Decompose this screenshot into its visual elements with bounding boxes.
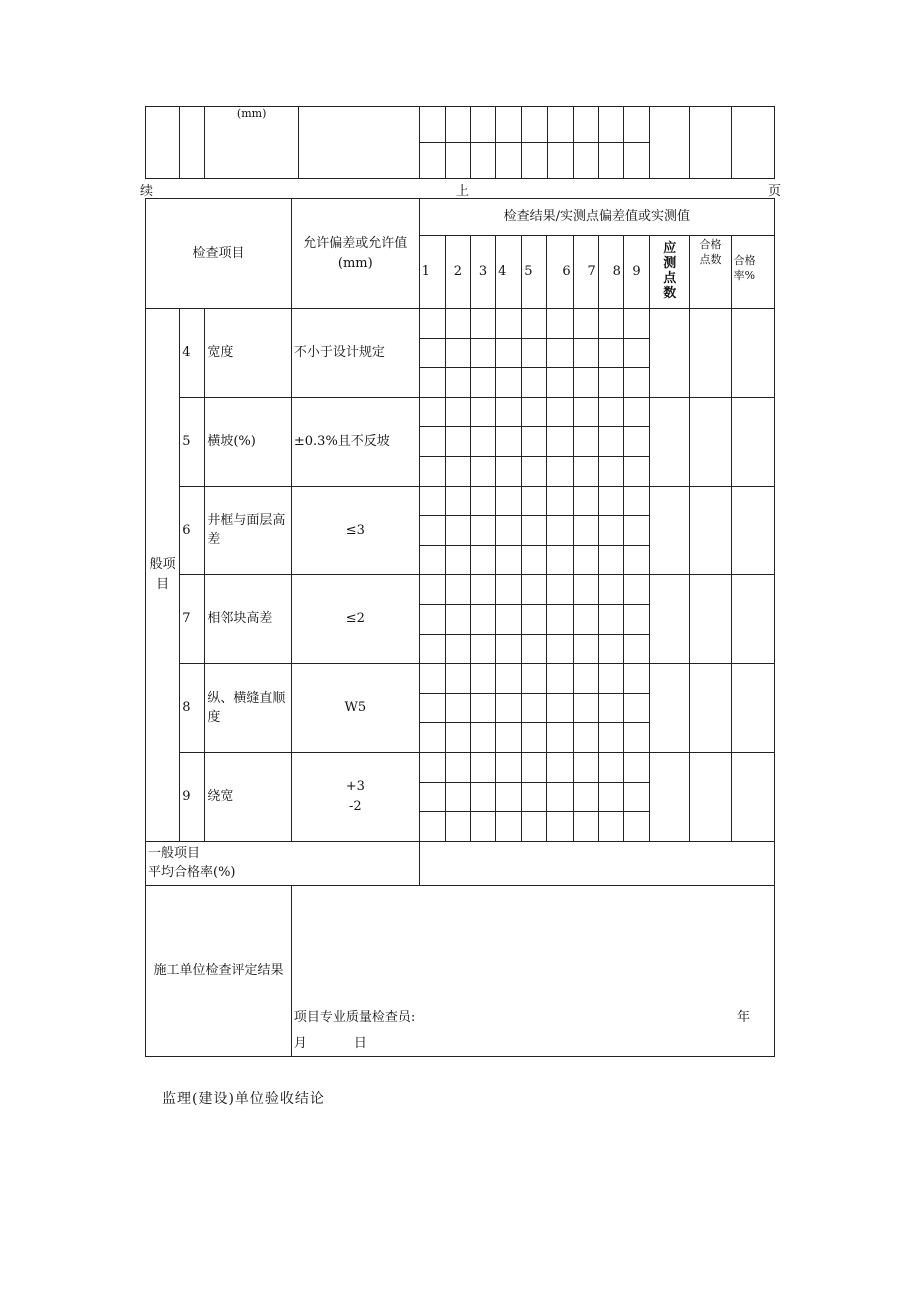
measurement-cell[interactable] [598, 664, 623, 694]
header-tolerance [291, 199, 419, 309]
measurement-cell[interactable] [573, 486, 598, 516]
measurement-cell[interactable] [419, 604, 445, 634]
measurement-cell[interactable] [470, 575, 495, 605]
measurement-cell[interactable] [419, 782, 445, 812]
group-label: 般项 目 [146, 309, 180, 842]
item-tolerance: W5 [291, 664, 419, 753]
measurement-cell[interactable] [522, 812, 547, 842]
measurement-cell[interactable] [445, 664, 470, 694]
measurement-cell[interactable] [623, 545, 649, 575]
measurement-cell[interactable] [623, 575, 649, 605]
measurement-cell[interactable] [623, 782, 649, 812]
measurement-cell[interactable] [496, 752, 522, 782]
measurement-cell[interactable] [573, 782, 598, 812]
measurement-cell[interactable] [445, 812, 470, 842]
measurement-cell[interactable] [573, 427, 598, 457]
measurement-cell[interactable] [496, 427, 522, 457]
measurement-cell[interactable] [522, 575, 547, 605]
measurement-cell[interactable] [496, 338, 522, 368]
measurement-cell[interactable] [623, 486, 649, 516]
measurement-cell[interactable] [496, 782, 522, 812]
measurement-cell[interactable] [598, 812, 623, 842]
measurement-cell[interactable] [445, 309, 470, 339]
measurement-cell[interactable] [598, 723, 623, 753]
measurement-cell[interactable] [419, 486, 445, 516]
measurement-cell[interactable] [470, 427, 495, 457]
measurement-cell[interactable] [496, 723, 522, 753]
measurement-cell[interactable] [445, 575, 470, 605]
measurement-cell[interactable] [547, 486, 573, 516]
measurement-cell[interactable] [496, 693, 522, 723]
measurement-cell[interactable] [573, 456, 598, 486]
measurement-cell[interactable] [470, 752, 495, 782]
measurement-cell[interactable] [573, 664, 598, 694]
item-name: 宽度 [205, 309, 292, 398]
measurement-cell[interactable] [598, 368, 623, 398]
item-number: 6 [180, 486, 205, 575]
point-number: 2 [445, 236, 470, 309]
measurement-cell[interactable] [445, 338, 470, 368]
measurement-cell[interactable] [547, 338, 573, 368]
header-item: 检查项目 [146, 199, 292, 309]
measurement-cell[interactable] [547, 575, 573, 605]
item-name: 纵、横缝直顺度 [205, 664, 292, 753]
measurement-cell[interactable] [623, 427, 649, 457]
measurement-cell[interactable] [547, 368, 573, 398]
measurement-cell[interactable] [573, 693, 598, 723]
previous-page-table-fragment [145, 106, 775, 179]
header-pass-rate: 合格 率% [731, 236, 774, 309]
item-tolerance: 不小于设计规定 [291, 309, 419, 398]
measurement-cell[interactable] [573, 723, 598, 753]
measurement-cell[interactable] [547, 545, 573, 575]
measurement-cell[interactable] [623, 634, 649, 664]
item-name: 横坡(%) [205, 397, 292, 486]
measurement-cell[interactable] [598, 427, 623, 457]
should-points-cell[interactable] [650, 575, 690, 664]
measurement-cell[interactable] [496, 516, 522, 546]
measurement-cell[interactable] [496, 486, 522, 516]
measurement-cell[interactable] [547, 812, 573, 842]
measurement-cell[interactable] [623, 693, 649, 723]
measurement-cell[interactable] [445, 427, 470, 457]
item-tolerance: +3 -2 [291, 752, 419, 841]
pass-rate-cell[interactable] [731, 397, 774, 486]
should-points-cell[interactable] [650, 309, 690, 398]
fragment-unit: (mm) [205, 107, 299, 179]
measurement-cell[interactable] [496, 368, 522, 398]
measurement-cell[interactable] [623, 309, 649, 339]
measurement-cell[interactable] [496, 575, 522, 605]
point-number: 1 [419, 236, 445, 309]
measurement-cell[interactable] [598, 782, 623, 812]
item-name: 相邻块高差 [205, 575, 292, 664]
measurement-cell[interactable] [547, 782, 573, 812]
measurement-cell[interactable] [496, 456, 522, 486]
measurement-cell[interactable] [445, 752, 470, 782]
qualified-points-cell[interactable] [690, 309, 731, 398]
year-label: 年 [736, 1009, 750, 1025]
qualified-points-cell[interactable] [690, 486, 731, 575]
measurement-cell[interactable] [419, 634, 445, 664]
measurement-cell[interactable] [419, 309, 445, 339]
qualified-points-cell[interactable] [690, 752, 731, 841]
point-number: 5 [522, 236, 547, 309]
should-points-cell[interactable] [650, 397, 690, 486]
continuation-middle: 上 [456, 184, 470, 199]
measurement-cell[interactable] [470, 545, 495, 575]
measurement-cell[interactable] [445, 782, 470, 812]
measurement-cell[interactable] [547, 634, 573, 664]
measurement-cell[interactable] [547, 752, 573, 782]
measurement-cell[interactable] [522, 723, 547, 753]
point-number: 4 [496, 236, 522, 309]
measurement-cell[interactable] [470, 309, 495, 339]
measurement-cell[interactable] [547, 427, 573, 457]
measurement-cell[interactable] [598, 604, 623, 634]
measurement-cell[interactable] [470, 723, 495, 753]
point-number: 8 [598, 236, 623, 309]
measurement-cell[interactable] [445, 693, 470, 723]
measurement-cell[interactable] [496, 812, 522, 842]
item-tolerance: ≤2 [291, 575, 419, 664]
measurement-cell[interactable] [419, 545, 445, 575]
measurement-cell[interactable] [573, 812, 598, 842]
item-name: 井框与面层高差 [205, 486, 292, 575]
measurement-cell[interactable] [598, 575, 623, 605]
measurement-cell[interactable] [470, 634, 495, 664]
measurement-cell[interactable] [419, 723, 445, 753]
item-tolerance: ≤3 [291, 486, 419, 575]
measurement-cell[interactable] [419, 812, 445, 842]
measurement-cell[interactable] [623, 723, 649, 753]
pass-rate-cell[interactable] [731, 575, 774, 664]
point-number: 7 [573, 236, 598, 309]
measurement-cell[interactable] [419, 575, 445, 605]
measurement-cell[interactable] [496, 397, 522, 427]
measurement-cell[interactable] [623, 752, 649, 782]
measurement-cell[interactable] [470, 456, 495, 486]
measurement-cell[interactable] [573, 368, 598, 398]
measurement-cell[interactable] [598, 634, 623, 664]
header-tolerance-unit: (mm) [337, 255, 373, 271]
measurement-cell[interactable] [598, 516, 623, 546]
measurement-cell[interactable] [623, 456, 649, 486]
pass-rate-cell[interactable] [731, 664, 774, 753]
measurement-cell[interactable] [470, 664, 495, 694]
average-pass-rate-label: 一般项目 平均合格率(%) [146, 841, 420, 885]
measurement-cell[interactable] [496, 664, 522, 694]
measurement-cell[interactable] [573, 516, 598, 546]
measurement-cell[interactable] [522, 486, 547, 516]
point-number: 9 [623, 236, 649, 309]
header-results: 检查结果/实测点偏差值或实测值 [419, 199, 774, 236]
point-number: 6 [547, 236, 573, 309]
measurement-cell[interactable] [470, 516, 495, 546]
item-name: 绕宽 [205, 752, 292, 841]
measurement-cell[interactable] [573, 397, 598, 427]
item-number: 5 [180, 397, 205, 486]
measurement-cell[interactable] [598, 545, 623, 575]
item-tolerance: ±0.3%且不反坡 [291, 397, 419, 486]
continuation-right: 页 [768, 184, 782, 199]
measurement-cell[interactable] [419, 752, 445, 782]
measurement-cell[interactable] [419, 397, 445, 427]
measurement-cell[interactable] [470, 368, 495, 398]
fragment-cell [146, 107, 180, 179]
inspection-table [145, 198, 775, 1057]
measurement-cell[interactable] [547, 456, 573, 486]
measurement-cell[interactable] [419, 368, 445, 398]
header-qualified-points: 合格 点数 [690, 236, 731, 309]
item-number: 9 [180, 752, 205, 841]
measurement-cell[interactable] [445, 486, 470, 516]
measurement-cell[interactable] [470, 604, 495, 634]
continuation-left: 续 [140, 184, 154, 199]
measurement-cell[interactable] [522, 693, 547, 723]
quality-inspector-label: 项目专业质量检查员: [293, 1009, 416, 1025]
measurement-cell[interactable] [598, 309, 623, 339]
measurement-cell[interactable] [470, 782, 495, 812]
measurement-cell[interactable] [522, 309, 547, 339]
measurement-cell[interactable] [445, 634, 470, 664]
measurement-cell[interactable] [496, 545, 522, 575]
measurement-cell[interactable] [419, 693, 445, 723]
qualified-points-cell[interactable] [690, 664, 731, 753]
construction-unit-result [291, 885, 774, 1056]
supervision-conclusion-label: 监理(建设)单位验收结论 [162, 1091, 325, 1107]
measurement-cell[interactable] [598, 693, 623, 723]
measurement-cell[interactable] [623, 338, 649, 368]
measurement-cell[interactable] [419, 338, 445, 368]
measurement-cell[interactable] [573, 752, 598, 782]
measurement-cell[interactable] [445, 723, 470, 753]
header-tolerance-label: 允许偏差或允许值 [303, 236, 408, 251]
average-pass-rate-value [419, 841, 774, 885]
should-points-cell[interactable] [650, 664, 690, 753]
measurement-cell[interactable] [419, 664, 445, 694]
qualified-points-cell[interactable] [690, 575, 731, 664]
month-label: 月 [293, 1035, 307, 1051]
measurement-cell[interactable] [445, 516, 470, 546]
general-items [146, 309, 775, 842]
measurement-cell[interactable] [547, 693, 573, 723]
measurement-cell[interactable] [573, 575, 598, 605]
measurement-cell[interactable] [470, 397, 495, 427]
point-number: 3 [470, 236, 495, 309]
measurement-cell[interactable] [598, 397, 623, 427]
measurement-cell[interactable] [522, 634, 547, 664]
measurement-cell[interactable] [573, 604, 598, 634]
measurement-cell[interactable] [445, 456, 470, 486]
should-points-cell[interactable] [650, 752, 690, 841]
measurement-cell[interactable] [522, 752, 547, 782]
measurement-cell[interactable] [573, 634, 598, 664]
measurement-cell[interactable] [496, 604, 522, 634]
header-should-points: 应 测 点 数 [650, 236, 690, 309]
pass-rate-cell[interactable] [731, 486, 774, 575]
measurement-cell[interactable] [623, 397, 649, 427]
item-number: 7 [180, 575, 205, 664]
item-number: 8 [180, 664, 205, 753]
measurement-cell[interactable] [598, 338, 623, 368]
measurement-cell[interactable] [547, 516, 573, 546]
measurement-cell[interactable] [522, 604, 547, 634]
measurement-cell[interactable] [598, 486, 623, 516]
measurement-cell[interactable] [419, 456, 445, 486]
measurement-cell[interactable] [573, 309, 598, 339]
measurement-cell[interactable] [470, 812, 495, 842]
measurement-cell[interactable] [598, 456, 623, 486]
measurement-cell[interactable] [522, 545, 547, 575]
measurement-cell[interactable] [496, 634, 522, 664]
measurement-cell[interactable] [623, 664, 649, 694]
measurement-cell[interactable] [573, 338, 598, 368]
item-number: 4 [180, 309, 205, 398]
measurement-cell[interactable] [522, 427, 547, 457]
measurement-cell[interactable] [522, 782, 547, 812]
measurement-cell[interactable] [547, 397, 573, 427]
qualified-points-cell[interactable] [690, 397, 731, 486]
measurement-cell[interactable] [522, 516, 547, 546]
measurement-cell[interactable] [419, 427, 445, 457]
pass-rate-cell[interactable] [731, 309, 774, 398]
day-label: 日 [353, 1035, 367, 1051]
measurement-cell[interactable] [598, 752, 623, 782]
measurement-cell[interactable] [573, 545, 598, 575]
measurement-cell[interactable] [496, 309, 522, 339]
measurement-cell[interactable] [623, 604, 649, 634]
fragment-cell [298, 107, 419, 179]
fragment-cell [180, 107, 205, 179]
measurement-cell[interactable] [522, 456, 547, 486]
measurement-cell[interactable] [445, 545, 470, 575]
should-points-cell[interactable] [650, 486, 690, 575]
measurement-cell[interactable] [623, 812, 649, 842]
measurement-cell[interactable] [445, 397, 470, 427]
measurement-cell[interactable] [445, 604, 470, 634]
measurement-cell[interactable] [522, 664, 547, 694]
measurement-cell[interactable] [623, 368, 649, 398]
measurement-cell[interactable] [470, 486, 495, 516]
measurement-cell[interactable] [522, 338, 547, 368]
measurement-cell[interactable] [522, 368, 547, 398]
measurement-cell[interactable] [522, 397, 547, 427]
measurement-cell[interactable] [547, 309, 573, 339]
construction-unit-label: 施工单位检查评定结果 [146, 885, 292, 1056]
measurement-cell[interactable] [547, 664, 573, 694]
pass-rate-cell[interactable] [731, 752, 774, 841]
measurement-cell[interactable] [470, 693, 495, 723]
measurement-cell[interactable] [445, 368, 470, 398]
measurement-cell[interactable] [547, 723, 573, 753]
measurement-cell[interactable] [547, 604, 573, 634]
measurement-cell[interactable] [623, 516, 649, 546]
measurement-cell[interactable] [470, 338, 495, 368]
measurement-cell[interactable] [419, 516, 445, 546]
